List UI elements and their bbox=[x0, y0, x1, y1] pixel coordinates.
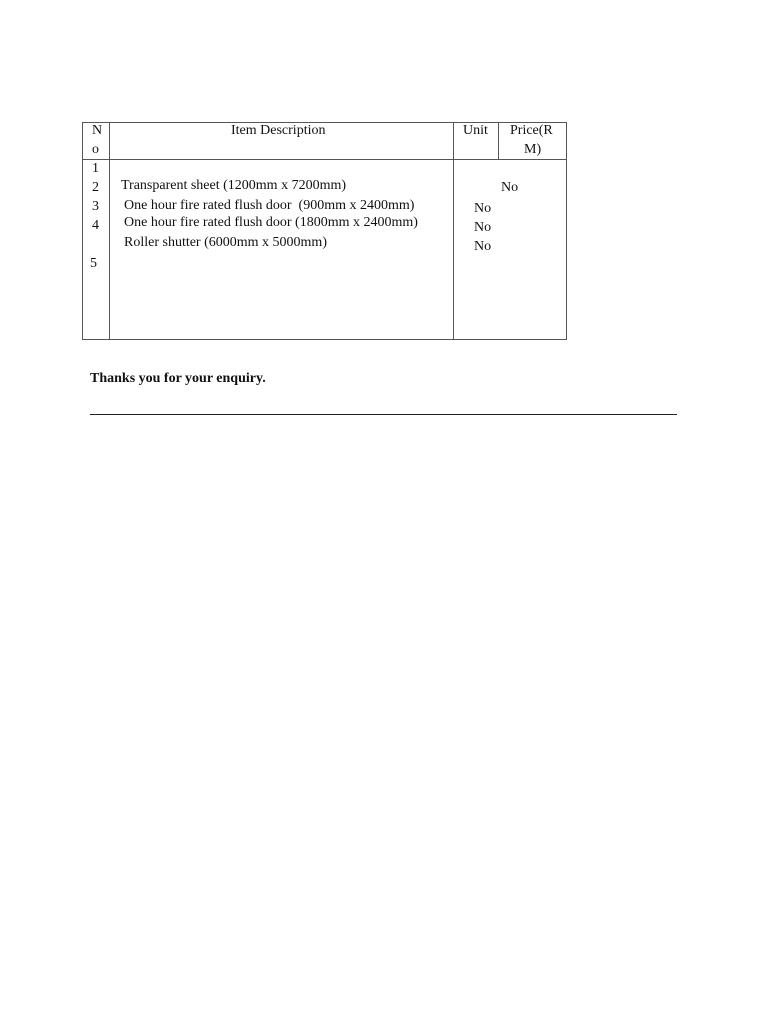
item-unit-1: No bbox=[501, 180, 519, 195]
header-unit: Unit bbox=[463, 123, 488, 138]
column-divider-description bbox=[453, 122, 454, 340]
header-price-line-1: Price(R bbox=[510, 123, 553, 138]
table-header-divider bbox=[82, 159, 567, 160]
header-no-line-2: o bbox=[92, 142, 99, 157]
row-number-1: 1 bbox=[92, 161, 99, 176]
item-description-1: Transparent sheet (1200mm x 7200mm) bbox=[121, 178, 347, 193]
row-number-3: 3 bbox=[92, 199, 99, 214]
row-number-2: 2 bbox=[92, 180, 99, 195]
header-item-description: Item Description bbox=[231, 123, 326, 138]
table-border-bottom bbox=[82, 339, 567, 340]
footer-rule bbox=[90, 414, 677, 415]
item-description-2: One hour fire rated flush door (900mm x 2400mm) bbox=[124, 198, 415, 213]
row-number-5: 5 bbox=[90, 256, 97, 271]
table-border-left bbox=[82, 122, 83, 340]
item-description-4: Roller shutter (6000mm x 5000mm) bbox=[124, 235, 327, 250]
item-unit-3: No bbox=[474, 220, 492, 235]
table-border-right bbox=[566, 122, 567, 340]
header-no-line-1: N bbox=[92, 123, 103, 138]
column-divider-no bbox=[109, 122, 110, 340]
row-number-4: 4 bbox=[92, 218, 99, 233]
header-price-line-2: M) bbox=[524, 142, 542, 157]
item-unit-2: No bbox=[474, 201, 492, 216]
thanks-message: Thanks you for your enquiry. bbox=[90, 371, 266, 386]
item-unit-4: No bbox=[474, 239, 492, 254]
column-divider-unit bbox=[498, 122, 499, 160]
item-description-3: One hour fire rated flush door (1800mm x 2400mm) bbox=[124, 215, 418, 230]
